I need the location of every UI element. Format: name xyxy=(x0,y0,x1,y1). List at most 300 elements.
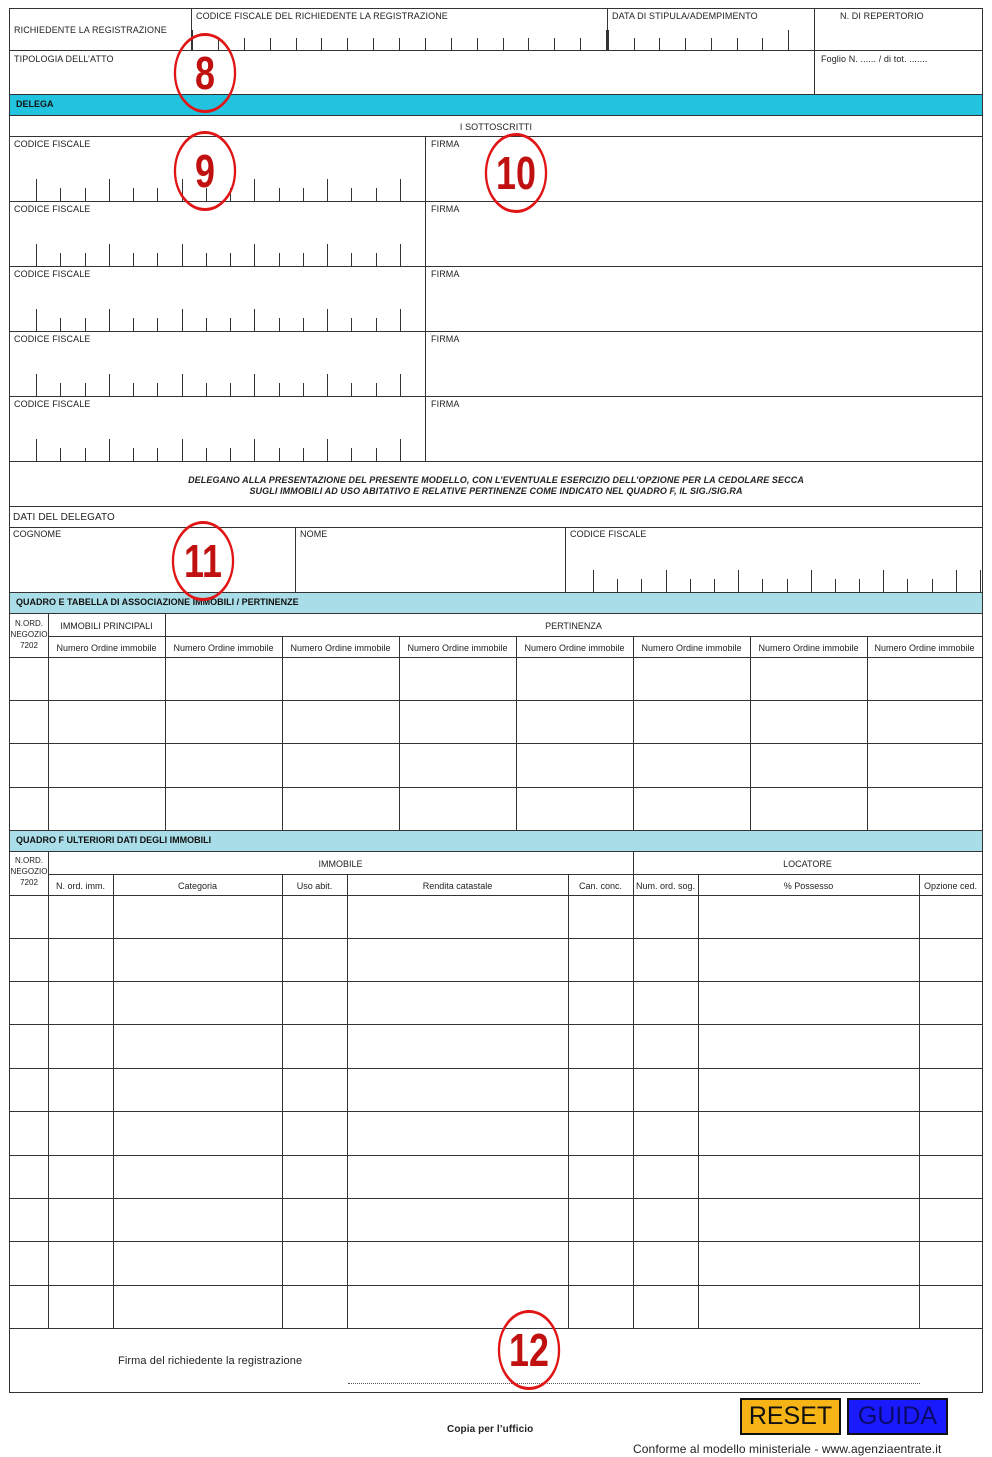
quadro-f-cell-input[interactable] xyxy=(114,1199,281,1240)
quadro-e-cell-input[interactable] xyxy=(400,744,515,785)
cognome-input[interactable] xyxy=(10,540,294,591)
quadro-e-cell-input[interactable] xyxy=(517,658,632,699)
comb-tick xyxy=(254,179,255,201)
delega-band xyxy=(10,94,982,116)
comb-tick xyxy=(182,374,183,396)
quadro-f-cell-input[interactable] xyxy=(569,939,632,980)
comb-tick xyxy=(230,318,231,331)
comb-tick xyxy=(85,253,86,266)
quadro-f-column-header: Uso abit. xyxy=(296,881,333,891)
numero-ordine-header: Numero Ordine immobile xyxy=(524,643,625,653)
quadro-e-title: QUADRO E TABELLA DI ASSOCIAZIONE IMMOBILI / PERTINENZE xyxy=(16,597,299,607)
quadro-f-cell-input[interactable] xyxy=(348,982,567,1023)
quadro-f-cell-input[interactable] xyxy=(569,896,632,937)
quadro-f-cell-input[interactable] xyxy=(920,1069,981,1110)
delega-title: DELEGA xyxy=(16,99,54,109)
quadro-e-cell-input[interactable] xyxy=(49,658,164,699)
tipologia-input[interactable] xyxy=(10,66,813,93)
comb-tick xyxy=(254,439,255,461)
comb-tick xyxy=(400,439,401,461)
quadro-f-cell-input[interactable] xyxy=(634,1286,697,1327)
quadro-e-cell-input[interactable] xyxy=(868,788,981,829)
quadro-f-cell-input[interactable] xyxy=(49,1156,112,1197)
numero-ordine-header: Numero Ordine immobile xyxy=(290,643,391,653)
quadro-e-cell-input[interactable] xyxy=(49,701,164,742)
divider xyxy=(10,266,982,267)
comb-tick xyxy=(956,570,957,592)
firma-label: FIRMA xyxy=(431,204,460,214)
comb-tick xyxy=(157,188,158,201)
comb-tick xyxy=(711,38,712,50)
comb-tick xyxy=(279,253,280,266)
quadro-f-cell-input[interactable] xyxy=(634,982,697,1023)
comb-tick xyxy=(133,253,134,266)
delega-statement-line2: SUGLI IMMOBILI AD USO ABITATIVO E RELATIVE PERTINENZE COME INDICATO NEL QUADRO F, IL SIG./SIG.RA xyxy=(249,486,743,496)
divider xyxy=(10,527,982,528)
cognome-label: COGNOME xyxy=(13,529,62,539)
quadro-f-column-header: Rendita catastale xyxy=(422,881,493,891)
foglio-label: Foglio N. ...... / di tot. ....... xyxy=(821,54,928,64)
comb-tick xyxy=(593,570,594,592)
quadro-f-cell-input[interactable] xyxy=(634,1156,697,1197)
comb-tick xyxy=(182,439,183,461)
quadro-e-nord-2: NEGOZIO xyxy=(10,630,48,639)
divider xyxy=(10,331,982,332)
quadro-e-cell-input[interactable] xyxy=(751,658,866,699)
quadro-f-cell-input[interactable] xyxy=(283,1112,346,1154)
quadro-f-cell-input[interactable] xyxy=(114,1025,281,1067)
comb-tick xyxy=(327,309,328,331)
quadro-f-cell-input[interactable] xyxy=(920,1156,981,1197)
quadro-f-cell-input[interactable] xyxy=(49,939,112,980)
comb-tick xyxy=(738,570,739,592)
quadro-f-title: QUADRO F ULTERIORI DATI DEGLI IMMOBILI xyxy=(16,835,212,845)
comb-tick xyxy=(400,309,401,331)
quadro-e-cell-input[interactable] xyxy=(283,658,398,699)
comb-tick xyxy=(351,383,352,396)
comb-tick xyxy=(503,38,504,50)
quadro-f-cell-input[interactable] xyxy=(634,1069,697,1110)
quadro-f-cell-input[interactable] xyxy=(569,1199,632,1240)
comb-tick xyxy=(182,244,183,266)
comb-tick xyxy=(230,383,231,396)
comb-tick xyxy=(641,579,642,592)
comb-tick xyxy=(36,309,37,331)
comb-tick xyxy=(36,179,37,201)
comb-tick xyxy=(399,38,400,50)
comb-tick xyxy=(554,38,555,50)
quadro-f-cell-input[interactable] xyxy=(569,1156,632,1197)
comb-tick xyxy=(376,188,377,201)
firma-richiedente-label: Firma del richiedente la registrazione xyxy=(118,1355,303,1367)
quadro-e-cell-input[interactable] xyxy=(634,788,749,829)
numero-ordine-header: Numero Ordine immobile xyxy=(641,643,742,653)
quadro-f-cell-input[interactable] xyxy=(634,1025,697,1067)
quadro-f-cell-input[interactable] xyxy=(920,1112,981,1154)
quadro-e-cell-input[interactable] xyxy=(751,788,866,829)
cf-label: CODICE FISCALE xyxy=(14,269,91,279)
quadro-f-cell-input[interactable] xyxy=(348,1112,567,1154)
comb-tick xyxy=(811,570,812,592)
quadro-f-cell-input[interactable] xyxy=(348,1199,567,1240)
quadro-f-cell-input[interactable] xyxy=(114,1069,281,1110)
quadro-f-column-header: Opzione ced. xyxy=(923,881,978,891)
comb-tick xyxy=(303,253,304,266)
sottoscritto-firma-input[interactable] xyxy=(426,280,982,330)
firma-label: FIRMA xyxy=(431,139,460,149)
comb-tick xyxy=(254,374,255,396)
quadro-f-cell-input[interactable] xyxy=(699,982,918,1023)
repertorio-label: N. DI REPERTORIO xyxy=(840,11,924,21)
quadro-e-cell-input[interactable] xyxy=(868,744,981,785)
comb-tick xyxy=(279,448,280,461)
quadro-f-cell-input[interactable] xyxy=(634,896,697,937)
quadro-e-cell-input[interactable] xyxy=(517,744,632,785)
comb-tick xyxy=(980,570,981,592)
comb-tick xyxy=(400,244,401,266)
comb-tick xyxy=(60,318,61,331)
firma-label: FIRMA xyxy=(431,334,460,344)
comb-tick xyxy=(109,439,110,461)
quadro-f-cell-input[interactable] xyxy=(699,1112,918,1154)
quadro-f-cell-input[interactable] xyxy=(634,939,697,980)
quadro-e-cell-input[interactable] xyxy=(166,744,281,785)
delegato-cf-input[interactable] xyxy=(566,540,982,591)
quadro-f-cell-input[interactable] xyxy=(49,896,112,937)
divider xyxy=(10,461,982,462)
comb-tick xyxy=(327,439,328,461)
quadro-f-cell-input[interactable] xyxy=(283,1156,346,1197)
sottoscritto-cf-input[interactable] xyxy=(10,410,424,460)
sottoscritto-firma-input[interactable] xyxy=(426,215,982,265)
numero-ordine-header: Numero Ordine immobile xyxy=(407,643,508,653)
quadro-f-cell-input[interactable] xyxy=(49,1069,112,1110)
quadro-f-cell-input[interactable] xyxy=(49,982,112,1023)
quadro-f-cell-input[interactable] xyxy=(699,896,918,937)
comb-tick xyxy=(133,188,134,201)
quadro-f-cell-input[interactable] xyxy=(49,1286,112,1327)
comb-tick xyxy=(835,579,836,592)
numero-ordine-header: Numero Ordine immobile xyxy=(173,643,274,653)
comb-tick xyxy=(351,253,352,266)
comb-tick xyxy=(376,448,377,461)
quadro-f-cell-input[interactable] xyxy=(699,1286,918,1327)
quadro-f-cell-input[interactable] xyxy=(114,1156,281,1197)
quadro-f-cell-input[interactable] xyxy=(920,896,981,937)
quadro-e-cell-input[interactable] xyxy=(166,788,281,829)
comb-tick xyxy=(60,448,61,461)
marker-10: 10 xyxy=(485,133,547,213)
comb-tick xyxy=(109,309,110,331)
comb-tick xyxy=(580,38,581,50)
quadro-e-band xyxy=(10,592,982,614)
quadro-f-cell-input[interactable] xyxy=(569,1112,632,1154)
quadro-e-cell-input[interactable] xyxy=(283,701,398,742)
quadro-f-cell-input[interactable] xyxy=(920,982,981,1023)
comb-tick xyxy=(303,448,304,461)
quadro-e-cell-input[interactable] xyxy=(49,744,164,785)
quadro-f-cell-input[interactable] xyxy=(114,1112,281,1154)
quadro-f-cell-input[interactable] xyxy=(920,1199,981,1240)
quadro-f-cell-input[interactable] xyxy=(283,896,346,937)
comb-tick xyxy=(36,374,37,396)
quadro-e-cell-input[interactable] xyxy=(400,701,515,742)
comb-tick xyxy=(85,448,86,461)
quadro-f-cell-input[interactable] xyxy=(569,982,632,1023)
comb-tick xyxy=(347,38,348,50)
comb-tick xyxy=(157,253,158,266)
divider xyxy=(10,50,982,51)
delegato-title: DATI DEL DELEGATO xyxy=(13,512,115,523)
quadro-f-cell-input[interactable] xyxy=(348,1025,567,1067)
comb-tick xyxy=(109,244,110,266)
comb-tick xyxy=(279,318,280,331)
quadro-f-nord-2: NEGOZIO xyxy=(10,867,48,876)
quadro-f-cell-input[interactable] xyxy=(348,939,567,980)
numero-ordine-header: Numero Ordine immobile xyxy=(874,643,975,653)
comb-tick xyxy=(788,30,789,50)
quadro-e-cell-input[interactable] xyxy=(634,701,749,742)
quadro-e-cell-input[interactable] xyxy=(166,701,281,742)
comb-tick xyxy=(617,579,618,592)
comb-tick xyxy=(425,38,426,50)
divider xyxy=(10,506,982,507)
comb-tick xyxy=(400,374,401,396)
comb-tick xyxy=(451,38,452,50)
quadro-f-cell-input[interactable] xyxy=(569,1286,632,1327)
nome-label: NOME xyxy=(300,529,328,539)
comb-tick xyxy=(685,38,686,50)
firma-label: FIRMA xyxy=(431,269,460,279)
sottoscritti-label: I SOTTOSCRITTI xyxy=(459,122,533,132)
tipologia-label: TIPOLOGIA DELL’ATTO xyxy=(14,54,114,64)
quadro-f-cell-input[interactable] xyxy=(699,1242,918,1284)
quadro-f-cell-input[interactable] xyxy=(699,1069,918,1110)
comb-tick xyxy=(883,570,884,592)
comb-tick xyxy=(762,579,763,592)
comb-tick xyxy=(303,383,304,396)
quadro-f-cell-input[interactable] xyxy=(283,1025,346,1067)
comb-tick xyxy=(133,448,134,461)
divider xyxy=(48,874,982,875)
divider xyxy=(48,636,982,637)
quadro-f-cell-input[interactable] xyxy=(348,1069,567,1110)
quadro-e-cell-input[interactable] xyxy=(283,788,398,829)
nome-input[interactable] xyxy=(296,540,564,591)
comb-tick xyxy=(60,188,61,201)
comb-tick xyxy=(659,38,660,50)
comb-tick xyxy=(376,253,377,266)
quadro-e-nord-3: 7202 xyxy=(20,641,38,650)
comb-tick xyxy=(279,383,280,396)
quadro-e-cell-input[interactable] xyxy=(868,658,981,699)
comb-tick xyxy=(230,253,231,266)
quadro-e-cell-input[interactable] xyxy=(166,658,281,699)
quadro-e-cell-input[interactable] xyxy=(517,701,632,742)
quadro-f-cell-input[interactable] xyxy=(569,1025,632,1067)
quadro-f-cell-input[interactable] xyxy=(634,1242,697,1284)
comb-tick xyxy=(376,318,377,331)
quadro-f-cell-input[interactable] xyxy=(634,1199,697,1240)
guida-button[interactable]: GUIDA xyxy=(847,1398,948,1435)
quadro-e-cell-input[interactable] xyxy=(517,788,632,829)
conforme-label: Conforme al modello ministeriale - www.agenziaentrate.it xyxy=(633,1442,942,1456)
repertorio-input[interactable] xyxy=(815,24,982,50)
delegato-cf-label: CODICE FISCALE xyxy=(570,529,647,539)
comb-tick xyxy=(157,383,158,396)
sottoscritto-firma-input[interactable] xyxy=(426,410,982,460)
comb-tick xyxy=(907,579,908,592)
comb-tick xyxy=(714,579,715,592)
comb-tick xyxy=(270,38,271,50)
quadro-e-cell-input[interactable] xyxy=(634,658,749,699)
comb-tick xyxy=(762,38,763,50)
comb-tick xyxy=(327,179,328,201)
quadro-f-cell-input[interactable] xyxy=(699,1156,918,1197)
sottoscritto-cf-input[interactable] xyxy=(10,215,424,265)
quadro-e-cell-input[interactable] xyxy=(49,788,164,829)
comb-tick xyxy=(60,253,61,266)
quadro-f-cell-input[interactable] xyxy=(114,896,281,937)
quadro-f-cell-input[interactable] xyxy=(49,1025,112,1067)
comb-tick xyxy=(206,253,207,266)
quadro-f-nord-1: N.ORD. xyxy=(15,856,43,865)
quadro-f-cell-input[interactable] xyxy=(283,1069,346,1110)
divider xyxy=(10,136,982,137)
divider xyxy=(814,9,815,94)
quadro-e-cell-input[interactable] xyxy=(400,788,515,829)
quadro-f-cell-input[interactable] xyxy=(283,1242,346,1284)
numero-ordine-header: Numero Ordine immobile xyxy=(758,643,859,653)
marker-11: 11 xyxy=(172,521,234,601)
sottoscritto-cf-input[interactable] xyxy=(10,345,424,395)
quadro-f-cell-input[interactable] xyxy=(114,1286,281,1327)
comb-tick xyxy=(279,188,280,201)
quadro-e-nord-1: N.ORD. xyxy=(15,619,43,628)
quadro-f-cell-input[interactable] xyxy=(348,896,567,937)
comb-tick xyxy=(182,309,183,331)
copia-label: Copia per l’ufficio xyxy=(447,1424,534,1435)
comb-tick xyxy=(373,38,374,50)
comb-tick xyxy=(157,318,158,331)
quadro-f-column-header: N. ord. imm. xyxy=(55,881,105,891)
quadro-f-cell-input[interactable] xyxy=(569,1069,632,1110)
quadro-f-cell-input[interactable] xyxy=(920,1025,981,1067)
cf-label: CODICE FISCALE xyxy=(14,334,91,344)
comb-tick xyxy=(477,38,478,50)
quadro-f-cell-input[interactable] xyxy=(283,939,346,980)
quadro-f-cell-input[interactable] xyxy=(569,1242,632,1284)
quadro-e-cell-input[interactable] xyxy=(400,658,515,699)
comb-tick xyxy=(254,309,255,331)
comb-tick xyxy=(230,448,231,461)
quadro-f-cell-input[interactable] xyxy=(49,1112,112,1154)
quadro-f-cell-input[interactable] xyxy=(348,1242,567,1284)
quadro-f-cell-input[interactable] xyxy=(920,939,981,980)
quadro-f-cell-input[interactable] xyxy=(49,1242,112,1284)
comb-tick xyxy=(351,318,352,331)
quadro-f-cell-input[interactable] xyxy=(699,939,918,980)
quadro-f-column-header: Categoria xyxy=(177,881,218,891)
cf-label: CODICE FISCALE xyxy=(14,399,91,409)
quadro-f-cell-input[interactable] xyxy=(49,1199,112,1240)
comb-tick xyxy=(666,570,667,592)
pertinenza-label: PERTINENZA xyxy=(545,621,602,631)
comb-tick xyxy=(528,38,529,50)
quadro-f-cell-input[interactable] xyxy=(920,1286,981,1327)
comb-tick xyxy=(376,383,377,396)
quadro-f-cell-input[interactable] xyxy=(920,1242,981,1284)
comb-tick xyxy=(932,579,933,592)
comb-tick xyxy=(36,244,37,266)
quadro-f-cell-input[interactable] xyxy=(699,1025,918,1067)
comb-tick xyxy=(133,383,134,396)
comb-tick xyxy=(109,179,110,201)
quadro-f-band xyxy=(10,830,982,852)
locatore-label: LOCATORE xyxy=(783,859,832,869)
comb-tick xyxy=(244,38,245,50)
quadro-f-cell-input[interactable] xyxy=(348,1156,567,1197)
quadro-f-cell-input[interactable] xyxy=(114,982,281,1023)
reset-button[interactable]: RESET xyxy=(740,1398,841,1435)
quadro-f-cell-input[interactable] xyxy=(283,1199,346,1240)
comb-tick xyxy=(133,318,134,331)
comb-tick xyxy=(606,30,607,50)
comb-tick xyxy=(206,318,207,331)
delega-statement-line1: DELEGANO ALLA PRESENTAZIONE DEL PRESENTE MODELLO, CON L’EVENTUALE ESERCIZIO DELL’OPZIONE PER LA CEDOLARE SECCA xyxy=(188,475,804,485)
comb-tick xyxy=(60,383,61,396)
comb-tick xyxy=(157,448,158,461)
quadro-e-cell-input[interactable] xyxy=(868,701,981,742)
comb-tick xyxy=(400,179,401,201)
sottoscritto-firma-input[interactable] xyxy=(426,345,982,395)
comb-tick xyxy=(85,318,86,331)
quadro-f-cell-input[interactable] xyxy=(114,939,281,980)
comb-tick xyxy=(206,383,207,396)
marker-9: 9 xyxy=(174,131,236,211)
comb-tick xyxy=(859,579,860,592)
comb-tick xyxy=(634,38,635,50)
quadro-f-cell-input[interactable] xyxy=(283,982,346,1023)
firma-richiedente-input[interactable] xyxy=(348,1360,920,1384)
quadro-f-cell-input[interactable] xyxy=(699,1199,918,1240)
quadro-f-cell-input[interactable] xyxy=(283,1286,346,1327)
marker-12: 12 xyxy=(498,1310,560,1390)
richiedente-label: RICHIEDENTE LA REGISTRAZIONE xyxy=(14,25,167,35)
quadro-e-cell-input[interactable] xyxy=(751,701,866,742)
comb-tick xyxy=(85,188,86,201)
comb-tick xyxy=(296,38,297,50)
quadro-f-cell-input[interactable] xyxy=(114,1242,281,1284)
quadro-e-cell-input[interactable] xyxy=(751,744,866,785)
quadro-e-cell-input[interactable] xyxy=(634,744,749,785)
comb-tick xyxy=(690,579,691,592)
cf-richiedente-label: CODICE FISCALE DEL RICHIEDENTE LA REGISTRAZIONE xyxy=(196,11,448,21)
cf-label: CODICE FISCALE xyxy=(14,139,91,149)
comb-tick xyxy=(303,188,304,201)
quadro-f-cell-input[interactable] xyxy=(634,1112,697,1154)
sottoscritto-cf-input[interactable] xyxy=(10,280,424,330)
comb-tick xyxy=(36,439,37,461)
marker-8: 8 xyxy=(174,33,236,113)
comb-tick xyxy=(321,38,322,50)
quadro-e-cell-input[interactable] xyxy=(283,744,398,785)
quadro-f-nord-3: 7202 xyxy=(20,878,38,887)
comb-tick xyxy=(254,244,255,266)
comb-tick xyxy=(737,38,738,50)
comb-tick xyxy=(303,318,304,331)
comb-tick xyxy=(109,374,110,396)
